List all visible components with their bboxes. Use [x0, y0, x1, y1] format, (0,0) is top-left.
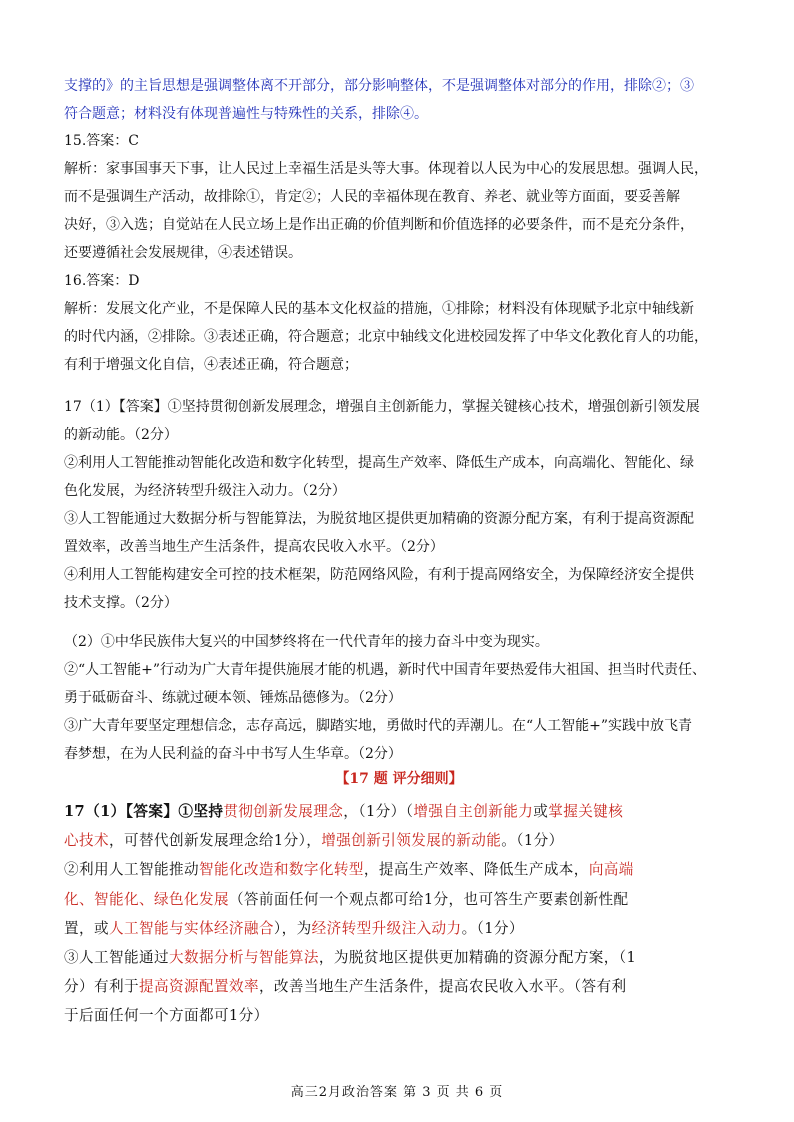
text-line: 技术支撑。（2分） [64, 595, 178, 611]
page-footer: 高三2月政治答案 第 3 页 共 6 页 [290, 1085, 504, 1100]
text-line: 决好，③入选；自觉站在人民立场上是作出正确的价值判断和价值选择的必要条件，而不是充分条件， [64, 217, 694, 233]
key-point: 智能化改造和数字化转型 [198, 861, 364, 879]
rubric-text: ，提高生产效率、降低生产成本， [363, 861, 589, 879]
key-point: 增强创新引领发展的新动能 [321, 832, 502, 850]
question-15 [64, 127, 734, 267]
rubric-text: 。（1分） [461, 919, 524, 937]
rubric-text: 17（1）【答案】①坚持 [64, 803, 224, 820]
rubric-text: 分）有利于 [64, 978, 139, 996]
key-point: 贯彻创新发展理念 [223, 803, 344, 820]
key-point: 增强自主创新能力 [413, 803, 534, 820]
text-line: 符合题意；材料没有体现普遍性与特殊性的关系，排除④。 [64, 106, 428, 122]
question-17-part-1 [64, 393, 734, 617]
text-line: 还要遵循社会发展规律，④表述错误。 [64, 245, 302, 261]
key-point: 经济转型升级注入动力 [311, 919, 462, 937]
question-17-part-2 [64, 628, 734, 768]
text-line: ②利用人工智能推动智能化改造和数字化转型，提高生产效率、降低生产成本，向高端化、智能化、绿 [64, 455, 694, 471]
answer-line: 15.答案：C [64, 133, 139, 149]
text-line: 置效率，改善当地生产生活条件，提高农民收入水平。（2分） [64, 539, 444, 555]
text-line: 解析：家事国事天下事，让人民过上幸福生活是头等大事。体现着以人民为中心的发展思想。强调人民， [64, 161, 708, 177]
text-line: 而不是强调生产活动，故排除①，肯定②；人民的幸福体现在教育、养老、就业等方面面，要妥善解 [64, 189, 680, 205]
question-16 [64, 267, 734, 379]
rubric-text: ，为脱贫地区提供更加精确的资源分配方案，（1 [318, 949, 637, 967]
rubric-line [64, 855, 734, 884]
text-line: （2）①中华民族伟大复兴的中国梦终将在一代代青年的接力奋斗中变为现实。 [64, 634, 549, 650]
rubric-line [64, 826, 734, 855]
text-line: ④利用人工智能构建安全可控的技术框架，防范网络风险，有利于提高网络安全，为保障经济安全提供 [64, 567, 694, 583]
rubric-line: 于后面任何一个方面都可1分） [64, 1007, 269, 1025]
rubric-text: 置，或 [64, 919, 109, 937]
rubric-line [64, 972, 734, 1001]
text-line: ③广大青年要坚定理想信念，志存高远，脚踏实地，勇做时代的弄潮儿。在“人工智能+”实践中放飞青 [64, 718, 693, 734]
key-point: 向高端 [588, 861, 634, 879]
rubric-text: ），为 [273, 919, 312, 937]
text-line: ③人工智能通过大数据分析与智能算法，为脱贫地区提供更加精确的资源分配方案，有利于提高资源配 [64, 511, 694, 527]
key-point: 心技术 [64, 832, 109, 850]
rubric-heading-block [64, 765, 734, 793]
rubric-text: 。（1分） [501, 832, 564, 850]
key-point: 掌握关键核 [548, 803, 624, 820]
rubric-line [64, 885, 734, 914]
text-line: 解析：发展文化产业，不是保障人民的基本文化权益的措施，①排除；材料没有体现赋予北京中轴线新 [64, 301, 694, 317]
rubric-line [64, 797, 734, 826]
text-line: 有利于增强文化自信，④表述正确，符合题意； [64, 357, 358, 373]
text-line: 的时代内涵，②排除。③表述正确，符合题意；北京中轴线文化进校园发挥了中华文化教化育人的功能， [64, 329, 708, 345]
key-point: 化、智能化、绿色化发展 [64, 890, 229, 908]
text-line: 春梦想，在为人民利益的奋斗中书写人生华章。（2分） [64, 746, 402, 762]
rubric-text: （答前面任何一个观点都可给1分，也可答生产要素创新性配 [228, 890, 629, 908]
rubric-text: ③人工智能通过 [64, 949, 169, 967]
text-line: ②“人工智能+”行动为广大青年提供施展才能的机遇，新时代中国青年要热爱伟大祖国、担当时代责任、 [64, 662, 707, 678]
text-line: 的新动能。（2分） [64, 427, 178, 443]
key-point: 人工智能与实体经济融合 [108, 919, 274, 937]
rubric-text: ，（1分）（ [343, 803, 414, 820]
key-point: 大数据分析与智能算法 [168, 949, 319, 967]
text-line: 勇于砥砺奋斗、练就过硬本领、锤炼品德修为。（2分） [64, 690, 402, 706]
answer-line: 16.答案：D [64, 273, 140, 289]
rubric-heading: 【17 题 评分细则】 [335, 771, 463, 787]
rubric-line [64, 914, 734, 943]
rubric-text: ，可替代创新发展理念给1分）， [108, 832, 322, 850]
rubric-text: ②利用人工智能推动 [64, 861, 199, 879]
rubric-body [64, 797, 734, 1031]
rubric-text: 或 [533, 803, 549, 820]
rubric-line [64, 943, 734, 972]
text-line: 色化发展，为经济转型升级注入动力。（2分） [64, 483, 346, 499]
text-line: 17（1）【答案】①坚持贯彻创新发展理念，增强自主创新能力，掌握关键核心技术，增强创新引领发展 [64, 399, 700, 415]
rubric-text: ，改善当地生产生活条件，提高农民收入水平。（答有利 [258, 978, 627, 996]
text-line: 支撑的》的主旨思想是强调整体离不开部分，部分影响整体，不是强调整体对部分的作用，排除②；③ [64, 78, 694, 94]
key-point: 提高资源配置效率 [138, 978, 259, 996]
previous-answer-continuation [64, 72, 734, 128]
